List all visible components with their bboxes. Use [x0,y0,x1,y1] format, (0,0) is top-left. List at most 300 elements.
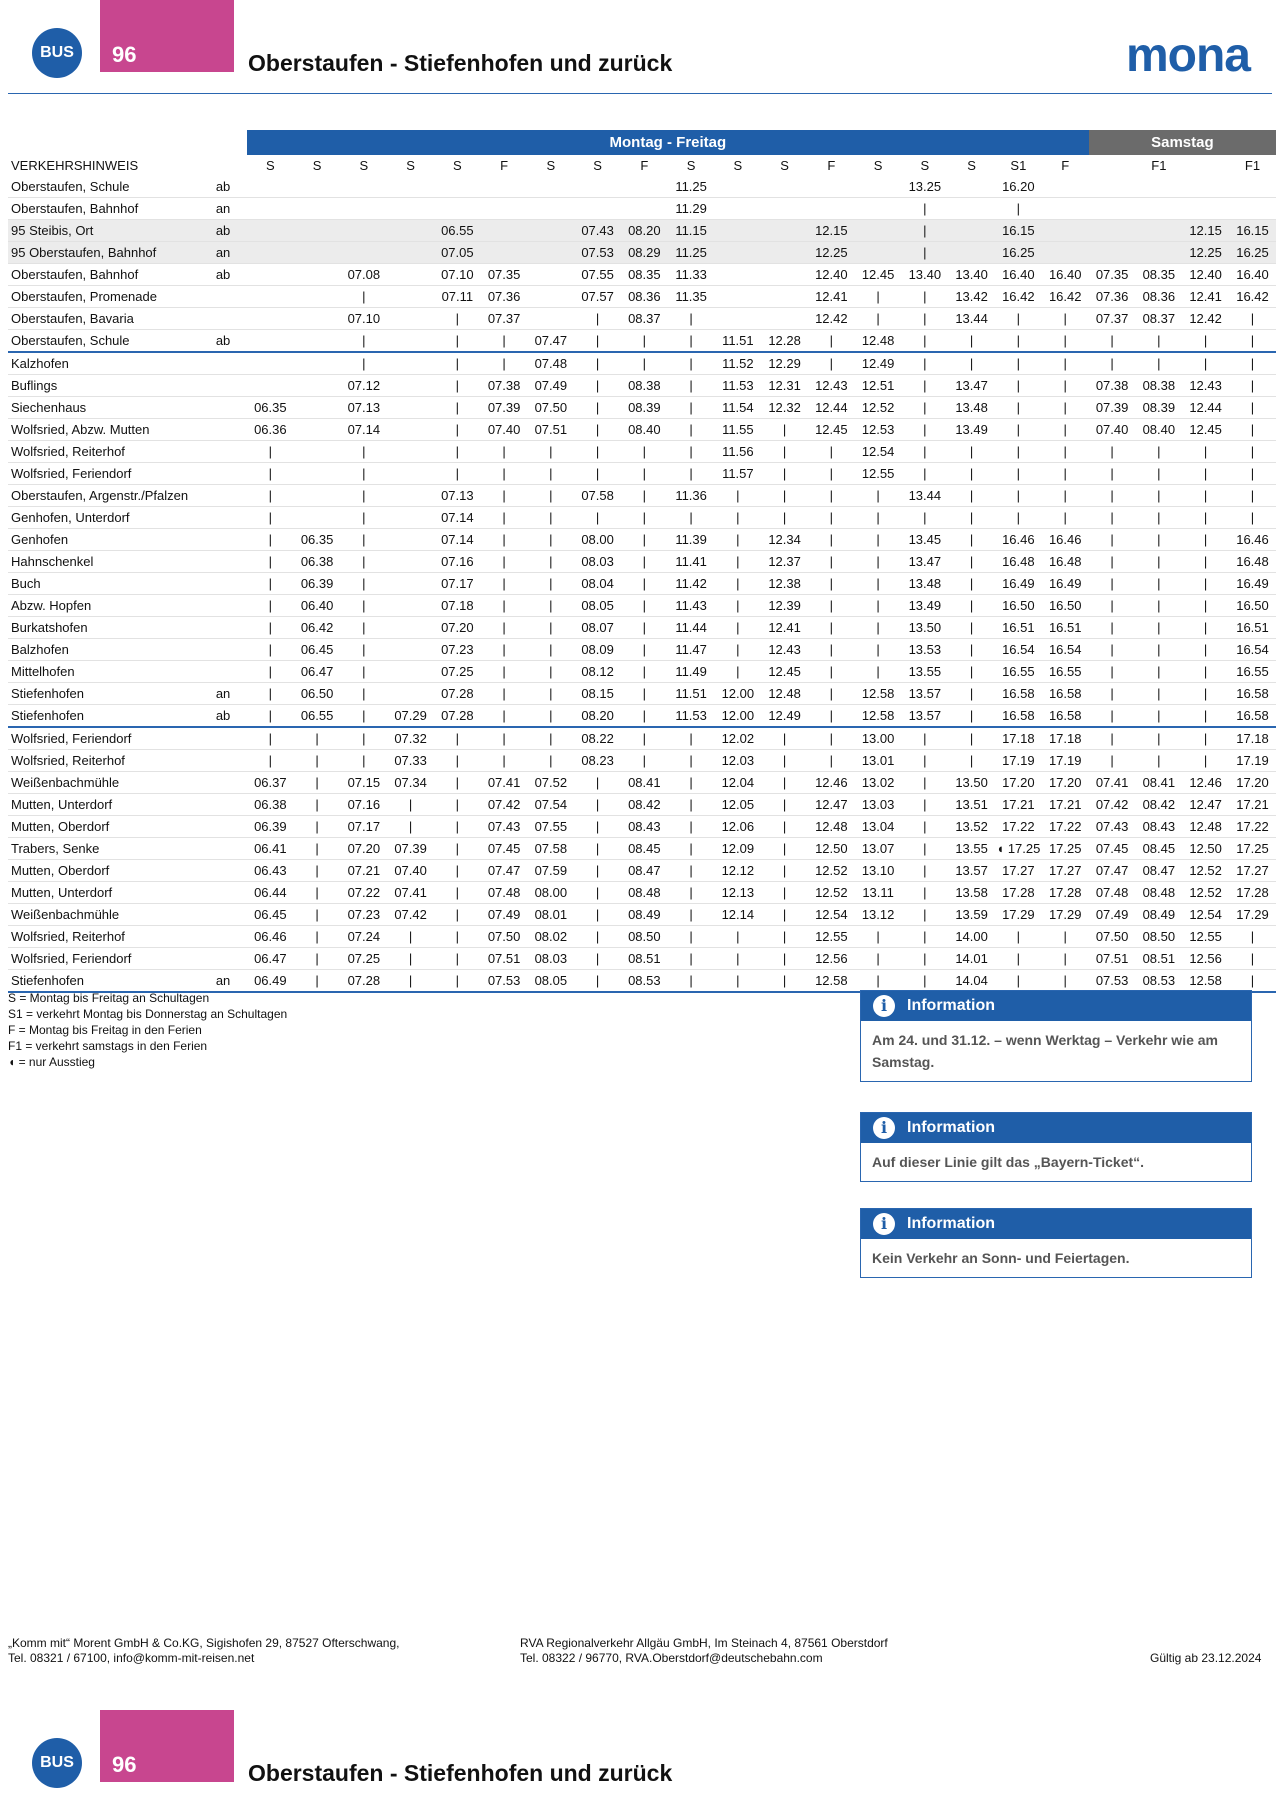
service-code: F [640,158,649,173]
time-cell: 07.42 [481,794,528,816]
time-cell: | [434,375,481,397]
time-cell [1042,176,1089,198]
time-cell: | [1229,507,1276,529]
time-cell: 17.22 [995,816,1042,838]
time-cell: | [574,794,621,816]
time-cell: | [481,617,528,639]
time-cell: | [901,397,948,419]
time-cell: 11.47 [668,639,715,661]
time-cell [294,330,341,353]
time-cell: 07.51 [1089,948,1136,970]
arrival-departure [216,639,247,661]
time-cell: | [714,595,761,617]
time-cell: | [621,727,668,750]
time-cell: | [481,683,528,705]
time-cell: | [901,242,948,264]
time-cell: 12.38 [761,573,808,595]
time-cell: 08.37 [1135,308,1182,330]
service-code: S [920,158,930,173]
time-cell: 06.35 [247,397,294,419]
time-cell [1229,198,1276,220]
time-cell: 12.50 [808,838,855,860]
time-cell: 07.43 [1089,816,1136,838]
stop-name: Mutten, Unterdorf [8,882,216,904]
time-cell: 08.29 [621,242,668,264]
time-cell: | [714,617,761,639]
table-row [8,330,1276,353]
table-row [8,176,1276,198]
time-cell: 12.44 [1182,397,1229,419]
time-cell: 11.56 [714,441,761,463]
time-cell [340,176,387,198]
time-cell: 11.57 [714,463,761,485]
time-cell: | [1089,573,1136,595]
time-cell: 08.22 [574,727,621,750]
time-cell: | [481,595,528,617]
table-row [8,264,1276,286]
time-cell [387,661,434,683]
time-cell: 08.48 [621,882,668,904]
info-box [860,1208,1252,1278]
time-cell: | [294,816,341,838]
time-cell: | [901,352,948,375]
time-cell: | [1182,661,1229,683]
footer-address: „Komm mit“ Morent GmbH & Co.KG, Sigishofen 29, 87527 Ofterschwang, [8,1636,400,1650]
time-cell: ◖ 17.25 [995,838,1042,860]
service-code: S [967,158,976,173]
time-cell: | [714,551,761,573]
time-cell: | [621,330,668,353]
time-cell [294,485,341,507]
time-cell: | [340,727,387,750]
time-cell: 12.34 [761,529,808,551]
time-cell [1182,176,1229,198]
time-cell: | [1229,463,1276,485]
time-cell: | [340,750,387,772]
time-cell: | [621,661,668,683]
time-cell: | [434,816,481,838]
time-cell: 16.15 [995,220,1042,242]
page-title: Oberstaufen - Stiefenhofen und zurück [248,50,673,76]
time-cell [247,330,294,353]
time-cell: | [574,507,621,529]
table-row [8,705,1276,728]
time-cell [714,220,761,242]
time-cell: | [668,330,715,353]
time-cell: | [434,948,481,970]
page-header [0,0,1280,94]
time-cell: 17.18 [1229,727,1276,750]
time-cell: 17.27 [1229,860,1276,882]
time-cell: 12.52 [808,882,855,904]
time-cell [761,286,808,308]
time-cell [948,220,995,242]
time-cell: 06.45 [294,639,341,661]
time-cell: | [387,816,434,838]
time-cell: | [901,926,948,948]
time-cell: 11.55 [714,419,761,441]
time-cell: 13.44 [901,485,948,507]
time-cell: | [714,485,761,507]
time-cell: 08.38 [621,375,668,397]
time-cell: | [855,948,902,970]
time-cell: 07.10 [340,308,387,330]
time-cell: | [995,948,1042,970]
time-cell: 12.54 [808,904,855,926]
time-cell: | [901,419,948,441]
table-row [8,970,1276,993]
time-cell: 07.47 [481,860,528,882]
time-cell: 12.42 [808,308,855,330]
time-cell: | [855,617,902,639]
time-cell: | [481,573,528,595]
time-cell: | [340,286,387,308]
time-cell: 07.13 [340,397,387,419]
arrival-departure [216,441,247,463]
time-cell [761,264,808,286]
time-cell: | [621,750,668,772]
time-cell: | [434,750,481,772]
time-cell: | [621,441,668,463]
time-cell: 12.48 [761,683,808,705]
arrival-departure [216,397,247,419]
time-cell: 12.41 [761,617,808,639]
time-cell: 17.20 [995,772,1042,794]
time-cell: 16.51 [1042,617,1089,639]
time-cell: 17.29 [1042,904,1089,926]
time-cell: 07.17 [434,573,481,595]
time-cell: | [1182,441,1229,463]
time-cell: | [294,882,341,904]
time-cell: 08.38 [1135,375,1182,397]
time-cell: | [574,441,621,463]
time-cell: 08.07 [574,617,621,639]
time-cell: 07.15 [340,772,387,794]
arrival-departure [216,463,247,485]
time-cell: 17.29 [995,904,1042,926]
time-cell [1135,198,1182,220]
time-cell: | [1135,727,1182,750]
time-cell: | [1089,529,1136,551]
time-cell: 08.53 [1135,970,1182,993]
info-header [861,1209,1251,1239]
time-cell: 07.28 [434,683,481,705]
arrival-departure [216,816,247,838]
time-cell: | [1229,397,1276,419]
time-cell: 13.51 [948,794,995,816]
arrival-departure [216,750,247,772]
time-cell: 16.58 [1229,683,1276,705]
time-cell: 13.50 [901,617,948,639]
time-cell: | [855,573,902,595]
legend-item: ◖ = nur Ausstieg [8,1055,95,1069]
time-cell [714,242,761,264]
time-cell: 16.50 [1042,595,1089,617]
info-title: Information [907,1119,995,1136]
stop-name: Stiefenhofen [8,683,216,705]
time-cell: | [1135,485,1182,507]
time-cell: | [340,330,387,353]
time-cell [247,352,294,375]
time-cell: | [1135,705,1182,728]
time-cell: | [1135,595,1182,617]
stop-name: Hahnschenkel [8,551,216,573]
time-cell: 07.55 [574,264,621,286]
stop-name: Wolfsried, Feriendorf [8,463,216,485]
time-cell: 06.38 [247,794,294,816]
time-cell: 08.42 [1135,794,1182,816]
time-cell [1135,176,1182,198]
arrival-departure: an [216,970,247,993]
info-box [860,990,1252,1082]
time-cell: 07.24 [340,926,387,948]
time-cell: 07.48 [481,882,528,904]
footer-operator-1 [8,1636,400,1666]
time-cell [855,176,902,198]
time-cell: | [1042,419,1089,441]
time-cell: | [714,970,761,993]
time-cell: 16.49 [1229,573,1276,595]
time-cell [621,198,668,220]
time-cell: | [1089,750,1136,772]
stop-name: Buch [8,573,216,595]
stop-name: Weißenbachmühle [8,772,216,794]
time-cell: | [247,617,294,639]
time-cell: | [1089,551,1136,573]
time-cell: 12.00 [714,683,761,705]
time-cell: | [714,507,761,529]
time-cell: 07.54 [527,794,574,816]
time-cell: 06.40 [294,595,341,617]
time-cell [294,507,341,529]
time-cell: 08.05 [527,970,574,993]
time-cell: | [948,529,995,551]
info-header [861,1113,1251,1143]
time-cell: 12.52 [1182,882,1229,904]
time-cell: | [434,330,481,353]
time-cell: 08.20 [621,220,668,242]
info-icon: i [873,995,895,1017]
stop-name: Oberstaufen, Schule [8,330,216,353]
time-cell [574,176,621,198]
time-cell: | [1089,617,1136,639]
time-cell: | [948,617,995,639]
time-cell: | [808,441,855,463]
time-cell [247,375,294,397]
time-cell: | [481,529,528,551]
time-cell: 12.50 [1182,838,1229,860]
time-cell: | [714,639,761,661]
info-box [860,1112,1252,1182]
time-cell: | [855,661,902,683]
time-cell: | [901,794,948,816]
time-cell: | [1042,308,1089,330]
time-cell: 06.38 [294,551,341,573]
time-cell: 08.50 [1135,926,1182,948]
time-cell [387,308,434,330]
service-code: F [1061,158,1070,173]
time-cell: 12.52 [808,860,855,882]
arrival-departure [216,948,247,970]
time-cell: 08.20 [574,705,621,728]
time-cell: | [340,463,387,485]
time-cell [855,220,902,242]
arrival-departure [216,308,247,330]
time-cell [340,242,387,264]
time-cell [387,529,434,551]
arrival-departure: ab [216,176,247,198]
time-cell: 07.37 [481,308,528,330]
time-cell: | [808,551,855,573]
time-cell: | [294,727,341,750]
arrival-departure [216,617,247,639]
time-cell: 06.55 [294,705,341,728]
time-cell: | [855,286,902,308]
arrival-departure: an [216,242,247,264]
time-cell: 07.43 [574,220,621,242]
time-cell [294,176,341,198]
time-cell: | [1042,485,1089,507]
legend [8,990,287,1070]
time-cell [1042,220,1089,242]
time-cell: 11.49 [668,661,715,683]
service-code [1089,155,1136,176]
line-number: 96 [112,42,137,67]
time-cell: 07.25 [434,661,481,683]
time-cell [1089,198,1136,220]
time-cell [481,176,528,198]
time-cell: | [340,352,387,375]
time-cell: 12.40 [808,264,855,286]
time-cell: | [247,683,294,705]
time-cell [761,176,808,198]
time-cell: | [527,507,574,529]
time-cell: 13.57 [901,705,948,728]
time-cell: 13.42 [948,286,995,308]
time-cell: | [1089,463,1136,485]
time-cell: 07.45 [481,838,528,860]
time-cell: 08.39 [621,397,668,419]
arrival-departure [216,507,247,529]
time-cell: | [761,485,808,507]
time-cell: 06.42 [294,617,341,639]
time-cell: | [808,595,855,617]
time-cell: 06.36 [247,419,294,441]
time-cell: 07.25 [340,948,387,970]
time-cell: 12.55 [1182,926,1229,948]
time-cell: | [808,639,855,661]
time-cell: 07.14 [434,507,481,529]
page-title: Oberstaufen - Stiefenhofen und zurück [248,1760,673,1786]
time-cell: 06.46 [247,926,294,948]
time-cell: 07.38 [1089,375,1136,397]
table-row [8,573,1276,595]
time-cell [294,220,341,242]
time-cell: | [1042,397,1089,419]
time-cell [948,242,995,264]
time-cell: | [948,639,995,661]
time-cell: 07.39 [387,838,434,860]
time-cell: 16.40 [995,264,1042,286]
time-cell: | [761,970,808,993]
time-cell: | [1135,352,1182,375]
time-cell: | [714,948,761,970]
time-cell: | [808,750,855,772]
time-cell: | [1182,573,1229,595]
footer-contact: Tel. 08321 / 67100, info@komm-mit-reisen.net [8,1651,255,1665]
time-cell: | [1042,330,1089,353]
time-cell [294,397,341,419]
time-cell: | [761,463,808,485]
time-cell: 16.48 [1229,551,1276,573]
time-cell: | [1229,441,1276,463]
time-cell: 12.48 [808,816,855,838]
stop-name: Wolfsried, Reiterhof [8,750,216,772]
service-code: S [593,158,602,173]
time-cell: 06.45 [247,904,294,926]
time-cell: | [340,661,387,683]
time-cell [387,242,434,264]
time-cell [247,242,294,264]
time-cell: | [1042,352,1089,375]
time-cell: | [527,551,574,573]
time-cell: | [1089,352,1136,375]
time-cell: | [1042,970,1089,993]
time-cell [387,198,434,220]
time-cell: 11.43 [668,595,715,617]
time-cell [247,176,294,198]
time-cell: | [808,573,855,595]
time-cell: 16.58 [1229,705,1276,728]
time-cell: | [1135,639,1182,661]
table-row [8,352,1276,375]
time-cell: | [1135,507,1182,529]
time-cell: 16.48 [1042,551,1089,573]
time-cell: 07.41 [481,772,528,794]
time-cell: | [1229,926,1276,948]
time-cell: 06.39 [247,816,294,838]
time-cell: | [527,529,574,551]
table-row [8,882,1276,904]
time-cell: 17.19 [1042,750,1089,772]
time-cell: | [574,352,621,375]
page-header-repeat [0,1710,1280,1804]
time-cell: 12.06 [714,816,761,838]
time-cell: 08.36 [1135,286,1182,308]
time-cell: | [574,882,621,904]
time-cell: 11.51 [714,330,761,353]
stop-name: Mutten, Oberdorf [8,860,216,882]
service-code: F [500,158,509,173]
info-text: Am 24. und 31.12. – wenn Werktag – Verkehr wie am Samstag. [872,1032,1219,1070]
time-cell: 07.58 [574,485,621,507]
time-cell: 16.58 [995,683,1042,705]
time-cell: 17.25 [1229,838,1276,860]
time-cell [1229,176,1276,198]
time-cell: 11.42 [668,573,715,595]
time-cell [1089,220,1136,242]
time-cell: 07.23 [434,639,481,661]
time-cell [294,375,341,397]
time-cell: | [668,308,715,330]
time-cell: | [948,507,995,529]
time-cell: 12.45 [761,661,808,683]
time-cell: 07.21 [340,860,387,882]
table-row [8,220,1276,242]
time-cell: 07.50 [527,397,574,419]
service-code: S [733,158,743,173]
group-header-row [8,130,1276,155]
